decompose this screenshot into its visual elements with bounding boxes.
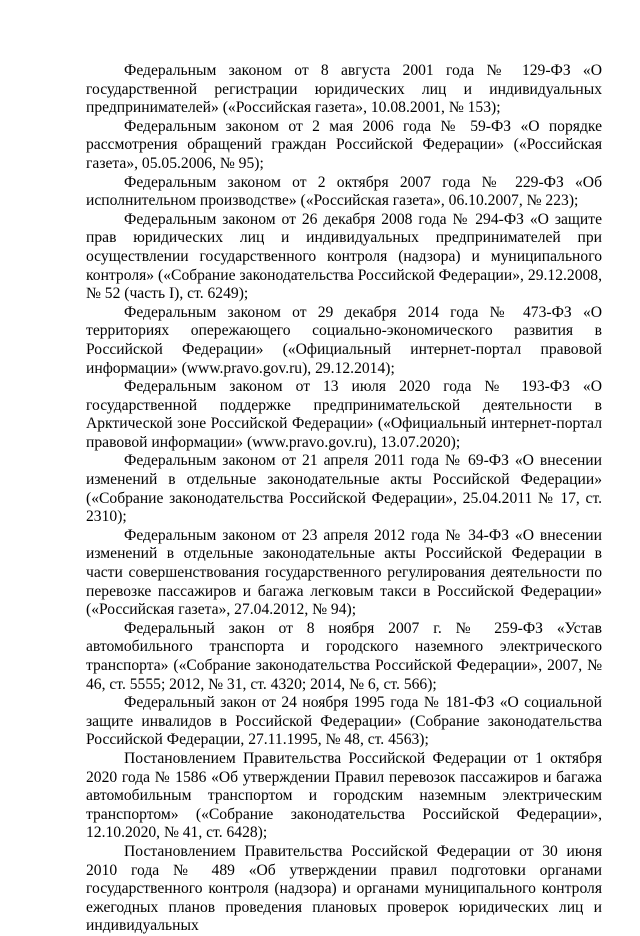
paragraph-law-69-fz: Федеральным законом от 21 апреля 2011 года № 69-ФЗ «О внесении изменений в отдельные законодательные акты Российской Федерации» («Собрание законодательства Российской Федерации», 25.04.2011 № 17, ст. 2310); [86, 452, 602, 526]
paragraph-law-259-fz: Федеральный закон от 8 ноября 2007 г. № 259-ФЗ «Устав автомобильного транспорта и городского наземного электрического транспорта» («Собрание законодательства Российской Федерации», 2007, № 46, ст. 5555; 2012, № 31, ст. 4320; 2014, № 6, ст. 566); [86, 619, 602, 693]
paragraph-decree-489: Постановлением Правительства Российской Федерации от 30 июня 2010 года № 489 «Об утверждении правил подготовки органами государственного контроля (надзора) и органами муниципального контроля ежегодных планов проведения плановых проверок юридических лиц и индивидуальных [86, 842, 602, 935]
paragraph-law-473-fz: Федеральным законом от 29 декабря 2014 года № 473-ФЗ «О территориях опережающего социально-экономического развития в Российской Федерации» («Официальный интернет-портал правовой информации» (www.pravo.gov.ru), 29.12.2014); [86, 303, 602, 377]
paragraph-law-181-fz: Федеральный закон от 24 ноября 1995 года № 181-ФЗ «О социальной защите инвалидов в Российской Федерации» (Собрание законодательства Российской Федерации, 27.11.1995, № 48, ст. 4563); [86, 694, 602, 749]
paragraph-law-193-fz: Федеральным законом от 13 июля 2020 года № 193-ФЗ «О государственной поддержке предпринимательской деятельности в Арктической зоне Российской Федерации» («Официальный интернет-портал правовой информации» (www.pravo.gov.ru), 13.07.2020); [86, 378, 602, 451]
paragraph-law-34-fz: Федеральным законом от 23 апреля 2012 года № 34-ФЗ «О внесении изменений в отдельные законодательные акты Российской Федерации в части совершенствования государственного регулирования деятельности по перевозке пассажиров и багажа легковым такси в Российской Федерации» («Российская газета», 27.04.2012, № 94); [86, 526, 602, 619]
paragraph-law-59-fz: Федеральным законом от 2 мая 2006 года № 59-ФЗ «О порядке рассмотрения обращений граждан Российской Федерации» («Российская газета», 05.05.2006, № 95); [86, 117, 602, 172]
paragraph-law-229-fz: Федеральным законом от 2 октября 2007 года № 229-ФЗ «Об исполнительном производстве» («Российская газета», 06.10.2007, № 223); [86, 173, 602, 210]
document-page [86, 62, 602, 936]
paragraph-decree-1586: Постановлением Правительства Российской Федерации от 1 октября 2020 года № 1586 «Об утверждении Правил перевозок пассажиров и багажа автомобильным транспортом и городским наземным электрическим транспортом» («Собрание законодательства Российской Федерации», 12.10.2020, № 41, ст. 6428); [86, 749, 602, 842]
paragraph-law-129-fz: Федеральным законом от 8 августа 2001 года № 129-ФЗ «О государственной регистрации юридических лиц и индивидуальных предпринимателей» («Российская газета», 10.08.2001, № 153); [86, 62, 602, 117]
paragraph-law-294-fz: Федеральным законом от 26 декабря 2008 года № 294-ФЗ «О защите прав юридических лиц и индивидуальных предпринимателей при осуществлении государственного контроля (надзора) и муниципального контроля» («Собрание законодательства Российской Федерации», 29.12.2008, № 52 (часть I), ст. 6249); [86, 210, 602, 303]
